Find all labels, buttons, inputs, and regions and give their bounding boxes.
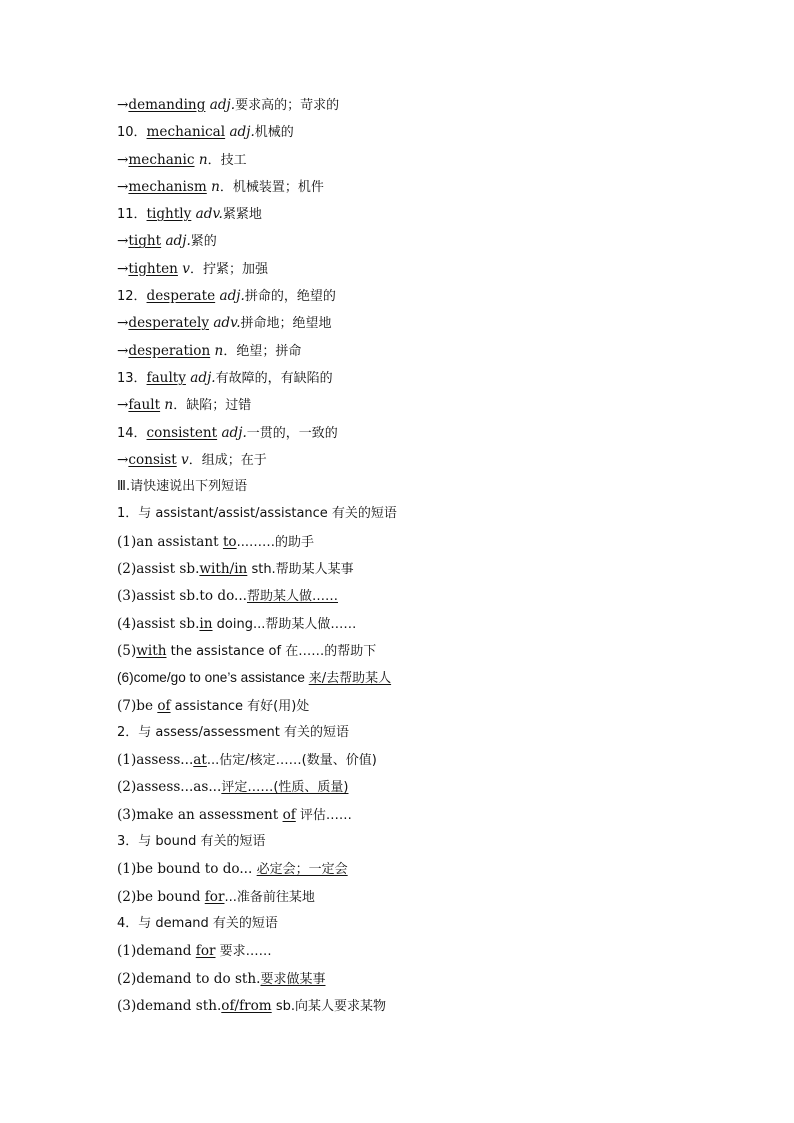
answer-blank: of/from bbox=[221, 997, 272, 1014]
answer-blank: fault bbox=[128, 397, 161, 414]
text-segment: 4．与 demand 有关的短语 bbox=[117, 915, 278, 931]
text-segment: adj. bbox=[165, 233, 191, 250]
text-segment: → bbox=[117, 315, 129, 332]
text-line bbox=[117, 531, 717, 558]
text-segment: → bbox=[117, 178, 129, 195]
text-segment: 有故障的，有缺陷的 bbox=[215, 370, 333, 386]
text-segment: (1)be bound to do... bbox=[117, 861, 257, 878]
answer-blank: desperation bbox=[128, 342, 211, 359]
text-line bbox=[117, 367, 717, 394]
text-segment: 14． bbox=[117, 425, 147, 441]
text-line bbox=[117, 149, 717, 176]
answer-blank: mechanism bbox=[128, 178, 207, 195]
answer-blank: faulty bbox=[146, 369, 186, 386]
answer-blank: in bbox=[199, 615, 213, 632]
text-segment: adj. bbox=[190, 369, 216, 386]
text-line bbox=[117, 886, 717, 913]
text-segment: (2)assess...as... bbox=[117, 779, 222, 796]
answer-blank: with bbox=[136, 642, 167, 659]
text-segment: adj. bbox=[229, 124, 255, 141]
vocabulary-list bbox=[117, 94, 717, 1022]
text-segment: → bbox=[117, 397, 129, 414]
text-line bbox=[117, 613, 717, 640]
text-line bbox=[117, 176, 717, 203]
answer-blank: 要求做某事 bbox=[260, 971, 326, 987]
text-segment: ．机械装置；机件 bbox=[219, 179, 324, 195]
text-segment: 11． bbox=[117, 207, 147, 223]
answer-blank: 来/去帮助某人 bbox=[308, 671, 392, 687]
text-line bbox=[117, 230, 717, 257]
text-segment: → bbox=[117, 342, 129, 359]
text-segment: 机械的 bbox=[254, 125, 294, 141]
answer-blank: at bbox=[193, 752, 207, 769]
text-segment: 12． bbox=[117, 289, 147, 305]
text-segment: n bbox=[214, 342, 224, 359]
text-segment: 10． bbox=[117, 125, 147, 141]
text-segment: → bbox=[117, 260, 129, 277]
text-line bbox=[117, 203, 717, 230]
text-segment: 3．与 bound 有关的短语 bbox=[117, 834, 266, 850]
text-segment: (3)demand sth. bbox=[117, 997, 222, 1014]
text-segment: adv. bbox=[213, 315, 241, 332]
text-line bbox=[117, 312, 717, 339]
text-segment: 紧的 bbox=[190, 234, 217, 250]
answer-blank: of bbox=[157, 697, 171, 714]
answer-blank: for bbox=[195, 943, 216, 960]
text-segment: ．拧紧；加强 bbox=[189, 261, 268, 277]
text-segment: n bbox=[211, 178, 220, 195]
text-segment: n bbox=[198, 151, 208, 168]
text-line bbox=[117, 940, 717, 967]
text-line bbox=[117, 503, 717, 530]
text-segment: adj. bbox=[219, 288, 245, 305]
answer-blank: consistent bbox=[146, 424, 218, 441]
text-segment: (2)demand to do sth. bbox=[117, 970, 261, 987]
text-segment: 13． bbox=[117, 370, 147, 386]
text-segment: ...估定/核定……(数量、价值) bbox=[206, 753, 377, 769]
text-segment: v bbox=[182, 260, 190, 277]
text-line bbox=[117, 476, 717, 503]
answer-blank: mechanical bbox=[146, 124, 226, 141]
text-line bbox=[117, 394, 717, 421]
answer-blank: demanding bbox=[128, 97, 206, 113]
text-line bbox=[117, 695, 717, 722]
answer-blank: of bbox=[282, 806, 296, 823]
answer-blank: tightly bbox=[146, 206, 192, 223]
text-segment: (3)assist sb.to do... bbox=[117, 588, 247, 605]
text-segment: ．缺陷；过错 bbox=[173, 398, 252, 414]
text-segment: adj. bbox=[221, 424, 247, 441]
text-line bbox=[117, 640, 717, 667]
text-segment: 一贯的，一致的 bbox=[246, 425, 338, 441]
text-line bbox=[117, 722, 717, 749]
text-line bbox=[117, 285, 717, 312]
text-line bbox=[117, 804, 717, 831]
text-line bbox=[117, 94, 717, 121]
text-segment: 要求高的；苛求的 bbox=[235, 98, 340, 113]
text-segment: ．绝望；拼命 bbox=[223, 343, 302, 359]
answer-blank: desperately bbox=[128, 315, 209, 332]
text-line bbox=[117, 858, 717, 885]
text-segment: 1．与 assistant/assist/assistance 有关的短语 bbox=[117, 506, 397, 522]
text-segment: v bbox=[181, 451, 189, 468]
text-segment: (3)make an assessment bbox=[117, 806, 283, 823]
text-segment: sth.帮助某人某事 bbox=[247, 562, 354, 578]
answer-blank: tighten bbox=[128, 260, 178, 277]
text-segment: → bbox=[117, 151, 129, 168]
text-line bbox=[117, 831, 717, 858]
text-line bbox=[117, 913, 717, 940]
text-segment: ...准备前往某地 bbox=[224, 889, 315, 905]
text-segment: (1)an assistant bbox=[117, 533, 223, 550]
text-segment: 2．与 assess/assessment 有关的短语 bbox=[117, 724, 350, 740]
text-segment: doing...帮助某人做…… bbox=[212, 616, 357, 632]
text-segment: (6)come/go to one’s assistance bbox=[117, 670, 309, 686]
text-segment: (7)be bbox=[117, 697, 158, 714]
answer-blank: 必定会；一定会 bbox=[256, 862, 348, 878]
text-segment: ．技工 bbox=[207, 152, 247, 168]
text-segment: (4)assist sb. bbox=[117, 615, 200, 632]
answer-blank: to bbox=[222, 533, 237, 550]
text-line bbox=[117, 258, 717, 285]
text-segment: → bbox=[117, 451, 129, 468]
text-segment: (1)assess... bbox=[117, 752, 194, 769]
text-line bbox=[117, 968, 717, 995]
answer-blank: desperate bbox=[146, 288, 216, 305]
text-segment: (1)demand bbox=[117, 943, 196, 960]
text-line bbox=[117, 749, 717, 776]
text-line bbox=[117, 340, 717, 367]
text-segment: adj. bbox=[209, 97, 236, 113]
text-line bbox=[117, 558, 717, 585]
text-segment: Ⅲ.请快速说出下列短语 bbox=[117, 479, 248, 495]
answer-blank: 帮助某人做…… bbox=[247, 589, 339, 605]
text-segment: → bbox=[117, 233, 129, 250]
text-segment: 评估…… bbox=[295, 807, 352, 823]
text-line bbox=[117, 585, 717, 612]
answer-blank: mechanic bbox=[128, 151, 195, 168]
text-segment: 要求…… bbox=[215, 944, 272, 960]
text-segment: n bbox=[164, 397, 174, 414]
text-line bbox=[117, 667, 717, 694]
text-segment: → bbox=[117, 97, 129, 113]
text-segment: (5) bbox=[117, 642, 137, 659]
text-segment: 拼命地；绝望地 bbox=[240, 316, 332, 332]
text-segment: the assistance of 在……的帮助下 bbox=[166, 643, 377, 659]
text-line bbox=[117, 121, 717, 148]
text-segment: 拼命的，绝望的 bbox=[244, 289, 336, 305]
text-line bbox=[117, 449, 717, 476]
answer-blank: with/in bbox=[199, 561, 248, 578]
answer-blank: consist bbox=[128, 451, 177, 468]
text-segment: adv. bbox=[195, 206, 223, 223]
text-line bbox=[117, 422, 717, 449]
answer-blank: 评定……(性质、质量) bbox=[221, 780, 349, 796]
text-segment: sb.向某人要求某物 bbox=[271, 998, 386, 1014]
text-line bbox=[117, 995, 717, 1022]
text-segment: ．组成；在于 bbox=[188, 452, 267, 468]
answer-blank: for bbox=[204, 888, 225, 905]
text-line bbox=[117, 776, 717, 803]
text-segment: (2)be bound bbox=[117, 888, 205, 905]
text-segment: assistance 有好(用)处 bbox=[170, 698, 310, 714]
text-segment: ...……的助手 bbox=[236, 534, 314, 550]
answer-blank: tight bbox=[128, 233, 162, 250]
text-segment: 紧紧地 bbox=[222, 207, 262, 223]
text-segment: (2)assist sb. bbox=[117, 561, 200, 578]
